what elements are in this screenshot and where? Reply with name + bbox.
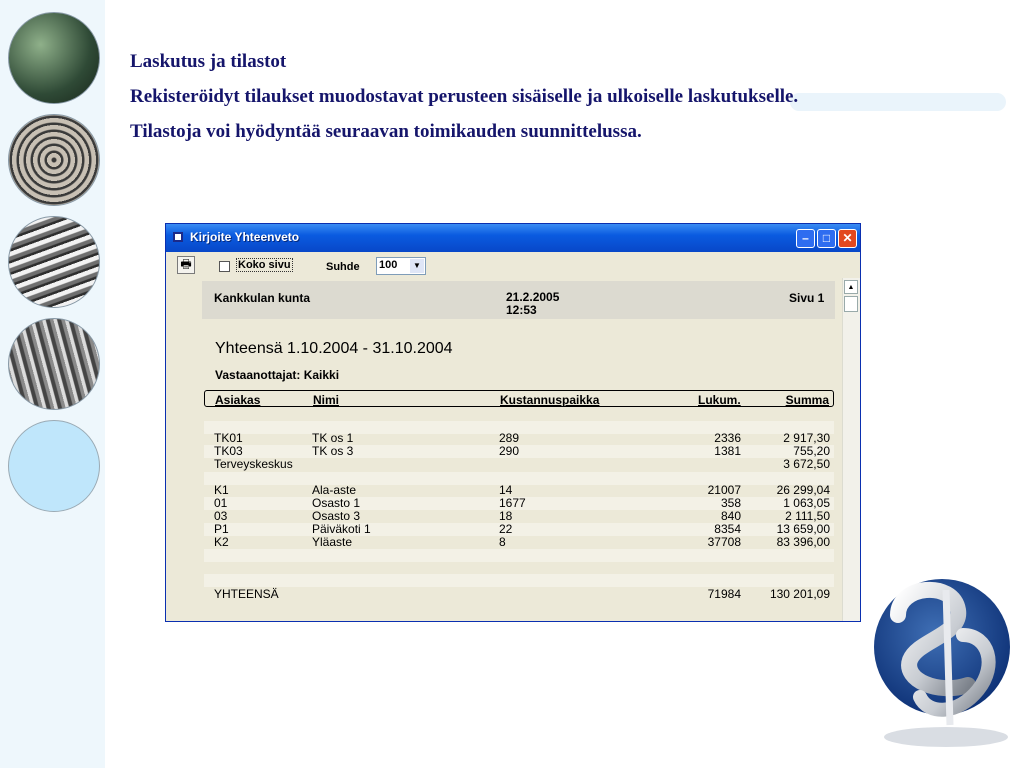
scroll-up-icon[interactable]: ▲ (844, 280, 858, 294)
logo-icon (858, 565, 1018, 755)
table-row-total (204, 588, 834, 601)
decorative-circle-perforated-metal (8, 114, 100, 206)
column-header-summa: Summa (785, 393, 829, 407)
report-time: 12:53 (506, 303, 537, 317)
cell-asiakas: K1 (214, 483, 229, 497)
suhde-dropdown[interactable] (376, 257, 426, 275)
cell-kustannuspaikka: 22 (499, 522, 513, 536)
cell-asiakas: 01 (214, 496, 228, 510)
heading-line-3: Tilastoja voi hyödyntää seuraavan toimikauden suunnittelussa. (130, 121, 642, 142)
cell-asiakas: TK03 (214, 444, 243, 458)
cell-nimi: Yläaste (312, 535, 353, 549)
suhde-value: 100 (379, 259, 398, 271)
scroll-thumb[interactable] (844, 296, 858, 312)
cell-summa: 755,20 (793, 444, 830, 458)
cell-nimi: Osasto 3 (312, 509, 361, 523)
cell-total-lukum: 71984 (707, 587, 741, 601)
column-header-nimi: Nimi (313, 393, 340, 407)
decorative-circle-forks (8, 318, 100, 410)
cell-summa: 1 063,05 (783, 496, 830, 510)
cell-asiakas: Terveyskeskus (214, 457, 293, 471)
cell-summa: 26 299,04 (776, 483, 830, 497)
cell-nimi: Ala-aste (312, 483, 357, 497)
cell-kustannuspaikka: 14 (499, 483, 513, 497)
suhde-label: Suhde (326, 261, 360, 273)
cell-summa: 3 672,50 (783, 457, 830, 471)
column-header-lukum: Lukum. (698, 393, 741, 407)
chevron-down-icon[interactable]: ▼ (410, 259, 424, 273)
slide-headings (130, 44, 798, 149)
minimize-button[interactable]: – (796, 229, 815, 248)
cell-kustannuspaikka: 290 (499, 444, 520, 458)
cell-lukum: 1381 (714, 444, 741, 458)
organization-name: Kankkulan kunta (214, 291, 311, 305)
cell-kustannuspaikka: 8 (499, 535, 506, 549)
cell-summa: 13 659,00 (776, 522, 830, 536)
report-recipients: Vastaanottajat: Kaikki (215, 368, 340, 382)
cell-asiakas: TK01 (214, 431, 243, 445)
column-header-row (204, 390, 834, 407)
cell-summa: 2 917,30 (783, 431, 830, 445)
heading-highlight-stripe (790, 93, 1006, 111)
koko-sivu-checkbox[interactable] (219, 261, 230, 272)
cell-nimi: TK os 3 (312, 444, 354, 458)
cell-lukum: 840 (720, 509, 741, 523)
cell-lukum: 21007 (707, 483, 741, 497)
heading-title: Laskutus ja tilastot (130, 51, 287, 72)
table-row-subtotal (204, 458, 834, 471)
report-date: 21.2.2005 (506, 290, 560, 304)
close-button[interactable]: ✕ (838, 229, 857, 248)
decorative-circle-plain (8, 420, 100, 512)
cell-summa: 83 396,00 (776, 535, 830, 549)
decorative-circle-circuit-board (8, 12, 100, 104)
cell-total-summa: 130 201,09 (769, 587, 830, 601)
report-preview (176, 278, 842, 621)
report-window (165, 223, 861, 622)
window-titlebar[interactable] (166, 224, 860, 252)
report-page-header (202, 281, 835, 319)
print-icon[interactable]: 🖶 (177, 256, 195, 274)
report-datetime (506, 291, 559, 317)
cell-nimi: TK os 1 (312, 431, 354, 445)
window-title: Kirjoite Yhteenveto (190, 230, 300, 244)
cell-lukum: 2336 (714, 431, 741, 445)
cell-total-label: YHTEENSÄ (214, 587, 279, 601)
cell-summa: 2 111,50 (785, 509, 830, 523)
heading-line-2: Rekisteröidyt tilaukset muodostavat perusteen sisäiselle ja ulkoiselle laskutukselle. (130, 86, 799, 107)
cell-kustannuspaikka: 289 (499, 431, 520, 445)
column-header-asiakas: Asiakas (215, 393, 261, 407)
cell-kustannuspaikka: 1677 (499, 496, 526, 510)
cell-kustannuspaikka: 18 (499, 509, 513, 523)
koko-sivu-label[interactable]: Koko sivu (238, 259, 291, 271)
cell-asiakas: K2 (214, 535, 229, 549)
report-title: Yhteensä 1.10.2004 - 31.10.2004 (215, 340, 453, 357)
report-toolbar (166, 252, 860, 278)
table-row (204, 536, 834, 549)
left-decorative-band (0, 0, 105, 768)
cell-nimi: Päiväkoti 1 (312, 522, 371, 536)
window-app-icon (173, 232, 183, 242)
row-separator (204, 549, 834, 562)
cell-asiakas: 03 (214, 509, 228, 523)
column-header-kustannuspaikka: Kustannuspaikka (500, 393, 600, 407)
cell-lukum: 37708 (707, 535, 741, 549)
cell-asiakas: P1 (214, 522, 229, 536)
table-row (204, 445, 834, 458)
decorative-circle-machinery (8, 216, 100, 308)
cell-lukum: 358 (720, 496, 741, 510)
page-number: Sivu 1 (789, 291, 825, 305)
maximize-button[interactable]: □ (817, 229, 836, 248)
row-separator (204, 574, 834, 587)
cell-nimi: Osasto 1 (312, 496, 361, 510)
cell-lukum: 8354 (714, 522, 741, 536)
